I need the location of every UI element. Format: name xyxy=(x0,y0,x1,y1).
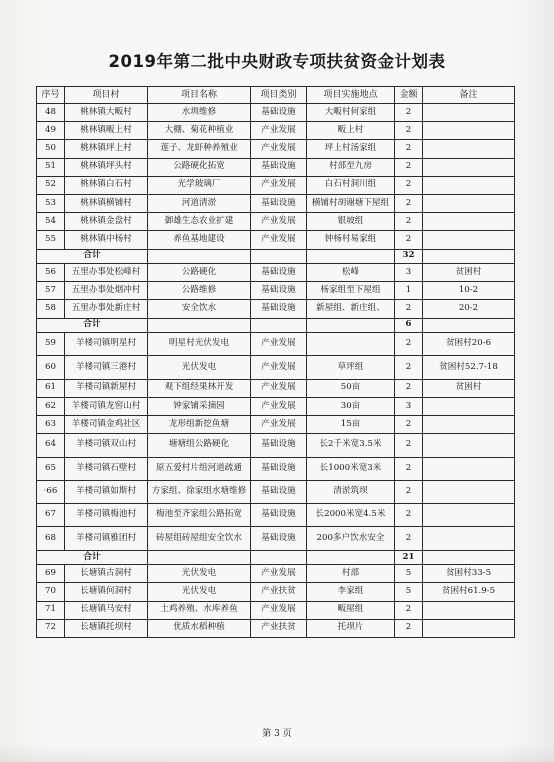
subtotal-row xyxy=(37,318,515,333)
cell-index: 63 xyxy=(37,416,65,434)
funding-plan-table xyxy=(36,86,515,638)
cell-amount: 2 xyxy=(395,231,423,249)
cell-project-name: 明星村光伏发电 xyxy=(148,333,251,356)
cell-village: 桃林镇坪上村 xyxy=(65,140,148,158)
cell-village: 长塘镇古洞村 xyxy=(65,565,148,583)
cell-amount: 5 xyxy=(395,583,423,601)
cell-project-name: 光学玻璃厂 xyxy=(148,176,251,194)
cell-village: 桃林镇横铺村 xyxy=(65,194,148,212)
empty-cell xyxy=(148,318,251,333)
cell-project-name: 优质水稻种植 xyxy=(148,619,251,637)
header-project-name: 项目名称 xyxy=(148,87,251,104)
cell-project-name: 土鸡养殖、水库养鱼 xyxy=(148,601,251,619)
cell-category: 产业发展 xyxy=(251,231,307,249)
table-row xyxy=(37,619,515,637)
cell-category: 产业发展 xyxy=(251,356,307,379)
table-row xyxy=(37,583,515,601)
cell-remark: 贫困村 xyxy=(423,264,515,282)
cell-amount: 2 xyxy=(395,122,423,140)
table-row xyxy=(37,379,515,397)
cell-index: 67 xyxy=(37,504,65,527)
cell-amount: 2 xyxy=(395,480,423,503)
cell-amount: 1 xyxy=(395,282,423,300)
cell-location: 长2000米宽4.5米 xyxy=(307,504,395,527)
cell-amount: 5 xyxy=(395,565,423,583)
cell-index: 72 xyxy=(37,619,65,637)
cell-village: 长塘镇何洞村 xyxy=(65,583,148,601)
table-header-row xyxy=(37,87,515,104)
cell-amount: 2 xyxy=(395,140,423,158)
cell-location: 200多户饮水安全 xyxy=(307,527,395,550)
cell-location: 坪上村汤家组 xyxy=(307,140,395,158)
cell-index: 69 xyxy=(37,565,65,583)
cell-amount: 2 xyxy=(395,176,423,194)
cell-project-name: 塘塘组公路硬化 xyxy=(148,434,251,457)
cell-remark: 贫困村 xyxy=(423,379,515,397)
cell-index: 60 xyxy=(37,356,65,379)
cell-amount: 2 xyxy=(395,434,423,457)
cell-village: 羊楼司镇明星村 xyxy=(65,333,148,356)
table-row xyxy=(37,480,515,503)
table-row xyxy=(37,416,515,434)
cell-remark xyxy=(423,527,515,550)
cell-index: 65 xyxy=(37,457,65,480)
cell-index: 51 xyxy=(37,158,65,176)
table-row xyxy=(37,264,515,282)
cell-category: 基础设施 xyxy=(251,434,307,457)
subtotal-row xyxy=(37,550,515,565)
cell-project-name: 钟家铺采摘园 xyxy=(148,397,251,415)
cell-category: 产业发展 xyxy=(251,397,307,415)
cell-category: 基础设施 xyxy=(251,480,307,503)
document-title: 2019年第二批中央财政专项扶贫资金计划表 xyxy=(108,52,446,71)
cell-village: 桃林镇畈上村 xyxy=(65,122,148,140)
cell-amount: 2 xyxy=(395,416,423,434)
cell-village: 长塘镇马安村 xyxy=(65,601,148,619)
cell-location: 白石村洞川组 xyxy=(307,176,395,194)
cell-category: 基础设施 xyxy=(251,158,307,176)
cell-category: 产业扶贫 xyxy=(251,619,307,637)
cell-remark xyxy=(423,158,515,176)
header-location: 项目实施地点 xyxy=(307,87,395,104)
cell-amount: 2 xyxy=(395,158,423,176)
cell-project-name: 河道清淤 xyxy=(148,194,251,212)
cell-location: 村部 xyxy=(307,565,395,583)
cell-remark xyxy=(423,194,515,212)
cell-remark xyxy=(423,397,515,415)
cell-category: 基础设施 xyxy=(251,282,307,300)
cell-remark xyxy=(423,434,515,457)
cell-category: 基础设施 xyxy=(251,527,307,550)
cell-location: 新屋组、新庄组、 xyxy=(307,300,395,318)
cell-category: 产业扶贫 xyxy=(251,583,307,601)
cell-index: 71 xyxy=(37,601,65,619)
cell-project-name: 方家组、徐家组水塘维修 xyxy=(148,480,251,503)
subtotal-amount: 21 xyxy=(395,550,423,565)
cell-category: 产业发展 xyxy=(251,565,307,583)
subtotal-label: 合计 xyxy=(37,318,148,333)
cell-remark: 20-2 xyxy=(423,300,515,318)
table-row xyxy=(37,176,515,194)
cell-project-name: 大棚、菊花种植业 xyxy=(148,122,251,140)
cell-index: 61 xyxy=(37,379,65,397)
cell-remark: 贫困村33-5 xyxy=(423,565,515,583)
table-row xyxy=(37,104,515,122)
cell-index: 49 xyxy=(37,122,65,140)
subtotal-label: 合计 xyxy=(37,550,148,565)
cell-amount: 2 xyxy=(395,619,423,637)
cell-amount: 2 xyxy=(395,601,423,619)
table-row xyxy=(37,231,515,249)
empty-cell xyxy=(423,550,515,565)
cell-location: 银坡组 xyxy=(307,213,395,231)
cell-amount: 2 xyxy=(395,333,423,356)
table-row xyxy=(37,333,515,356)
cell-amount: 2 xyxy=(395,213,423,231)
cell-location: 长2千米宽3.5米 xyxy=(307,434,395,457)
cell-village: 五里办事处松峰村 xyxy=(65,264,148,282)
cell-category: 产业发展 xyxy=(251,176,307,194)
header-index: 序号 xyxy=(37,87,65,104)
cell-project-name: 养鱼基地建设 xyxy=(148,231,251,249)
cell-category: 基础设施 xyxy=(251,457,307,480)
cell-location: 草坪组 xyxy=(307,356,395,379)
cell-project-name: 光伏发电 xyxy=(148,565,251,583)
cell-index: 54 xyxy=(37,213,65,231)
cell-project-name: 观下组经果林开发 xyxy=(148,379,251,397)
cell-category: 产业发展 xyxy=(251,140,307,158)
empty-cell xyxy=(148,249,251,264)
empty-cell xyxy=(251,249,307,264)
cell-project-name: 安全饮水 xyxy=(148,300,251,318)
cell-village: 五里办事处烟冲村 xyxy=(65,282,148,300)
header-village: 项目村 xyxy=(65,87,148,104)
empty-cell xyxy=(307,249,395,264)
cell-location: 松峰 xyxy=(307,264,395,282)
cell-village: 桃林镇金盘村 xyxy=(65,213,148,231)
cell-remark: 10-2 xyxy=(423,282,515,300)
subtotal-amount: 6 xyxy=(395,318,423,333)
cell-category: 基础设施 xyxy=(251,300,307,318)
cell-village: 羊楼司镇金鸡社区 xyxy=(65,416,148,434)
cell-remark xyxy=(423,104,515,122)
cell-remark xyxy=(423,176,515,194)
table-row xyxy=(37,300,515,318)
cell-remark xyxy=(423,122,515,140)
cell-index: 59 xyxy=(37,333,65,356)
cell-amount: 2 xyxy=(395,527,423,550)
cell-village: 五里办事处新庄村 xyxy=(65,300,148,318)
cell-category: 产业发展 xyxy=(251,601,307,619)
cell-remark xyxy=(423,416,515,434)
cell-location: 15亩 xyxy=(307,416,395,434)
cell-project-name: 御雄生态农业扩建 xyxy=(148,213,251,231)
subtotal-label: 合计 xyxy=(37,249,148,264)
cell-project-name: 砖屋组砖屋组安全饮水 xyxy=(148,527,251,550)
cell-amount: 2 xyxy=(395,300,423,318)
cell-project-name: 公路维修 xyxy=(148,282,251,300)
cell-index: 48 xyxy=(37,104,65,122)
cell-project-name: 公路硬化 xyxy=(148,264,251,282)
cell-village: 羊楼司镇龙窖山村 xyxy=(65,397,148,415)
cell-location: 村部至九房 xyxy=(307,158,395,176)
cell-index: 58 xyxy=(37,300,65,318)
table-row xyxy=(37,194,515,212)
cell-category: 基础设施 xyxy=(251,194,307,212)
cell-remark: 贫困村52.7-18 xyxy=(423,356,515,379)
cell-category: 产业发展 xyxy=(251,333,307,356)
cell-remark xyxy=(423,140,515,158)
table-row xyxy=(37,527,515,550)
cell-village: 桃林镇白石村 xyxy=(65,176,148,194)
cell-index: 52 xyxy=(37,176,65,194)
cell-remark xyxy=(423,601,515,619)
empty-cell xyxy=(423,249,515,264)
cell-index: 55 xyxy=(37,231,65,249)
empty-cell xyxy=(307,550,395,565)
cell-remark xyxy=(423,480,515,503)
cell-project-name: 光伏发电 xyxy=(148,356,251,379)
cell-remark xyxy=(423,213,515,231)
cell-location: 钟杨村易家组 xyxy=(307,231,395,249)
cell-location: 李家组 xyxy=(307,583,395,601)
cell-index: 64 xyxy=(37,434,65,457)
cell-location: 长1000米宽3米 xyxy=(307,457,395,480)
cell-amount: 2 xyxy=(395,379,423,397)
cell-village: 桃林镇大畈村 xyxy=(65,104,148,122)
table-row xyxy=(37,356,515,379)
cell-village: 羊楼司镇三港村 xyxy=(65,356,148,379)
cell-category: 产业发展 xyxy=(251,416,307,434)
empty-cell xyxy=(423,318,515,333)
cell-index: 57 xyxy=(37,282,65,300)
header-amount: 金额 xyxy=(395,87,423,104)
cell-index: ·66 xyxy=(37,480,65,503)
cell-amount: 2 xyxy=(395,194,423,212)
header-category: 项目类别 xyxy=(251,87,307,104)
cell-index: 53 xyxy=(37,194,65,212)
cell-village: 羊楼司镇雅团村 xyxy=(65,527,148,550)
cell-remark xyxy=(423,231,515,249)
cell-village: 羊楼司镇石壁村 xyxy=(65,457,148,480)
cell-remark xyxy=(423,619,515,637)
empty-cell xyxy=(307,318,395,333)
cell-project-name: 莲子、龙虾种养殖业 xyxy=(148,140,251,158)
cell-amount: 2 xyxy=(395,457,423,480)
table-row xyxy=(37,140,515,158)
cell-amount: 2 xyxy=(395,504,423,527)
table-row xyxy=(37,158,515,176)
cell-category: 产业发展 xyxy=(251,122,307,140)
cell-index: 70 xyxy=(37,583,65,601)
cell-category: 产业发展 xyxy=(251,379,307,397)
cell-remark xyxy=(423,457,515,480)
page-number: 第 3 页 xyxy=(262,729,292,739)
cell-remark xyxy=(423,504,515,527)
cell-category: 基础设施 xyxy=(251,104,307,122)
cell-village: 桃林镇坪头村 xyxy=(65,158,148,176)
table-row xyxy=(37,282,515,300)
header-remark: 备注 xyxy=(423,87,515,104)
table-row xyxy=(37,434,515,457)
empty-cell xyxy=(251,318,307,333)
cell-project-name: 龙形组新挖鱼塘 xyxy=(148,416,251,434)
cell-project-name: 梅池至齐家组公路拓宽 xyxy=(148,504,251,527)
cell-index: 62 xyxy=(37,397,65,415)
cell-location: 横铺村胡谢塘下屋组 xyxy=(307,194,395,212)
subtotal-row xyxy=(37,249,515,264)
cell-index: 56 xyxy=(37,264,65,282)
cell-village: 羊楼司镇梅池村 xyxy=(65,504,148,527)
cell-index: 68 xyxy=(37,527,65,550)
cell-location: 畈屋组 xyxy=(307,601,395,619)
cell-project-name: 原五爱村片组河道疏通 xyxy=(148,457,251,480)
table-row xyxy=(37,122,515,140)
table-row xyxy=(37,565,515,583)
cell-village: 长塘镇托坝村 xyxy=(65,619,148,637)
empty-cell xyxy=(251,550,307,565)
cell-location: 清淤筑坝 xyxy=(307,480,395,503)
cell-location xyxy=(307,333,395,356)
cell-location: 杨家组至下屋组 xyxy=(307,282,395,300)
cell-amount: 2 xyxy=(395,104,423,122)
cell-village: 羊楼司镇新屋村 xyxy=(65,379,148,397)
cell-amount: 2 xyxy=(395,356,423,379)
cell-location: 畈上村 xyxy=(307,122,395,140)
cell-village: 桃林镇中杨村 xyxy=(65,231,148,249)
cell-location: 30亩 xyxy=(307,397,395,415)
subtotal-amount: 32 xyxy=(395,249,423,264)
cell-location: 50亩 xyxy=(307,379,395,397)
cell-category: 基础设施 xyxy=(251,504,307,527)
cell-village: 羊楼司镇如斯村 xyxy=(65,480,148,503)
table-row xyxy=(37,601,515,619)
cell-project-name: 公路硬化拓宽 xyxy=(148,158,251,176)
table-row xyxy=(37,397,515,415)
cell-remark: 贫困村61.9-5 xyxy=(423,583,515,601)
cell-amount: 3 xyxy=(395,397,423,415)
cell-location: 托坝片 xyxy=(307,619,395,637)
cell-village: 羊楼司镇双山村 xyxy=(65,434,148,457)
cell-category: 基础设施 xyxy=(251,264,307,282)
cell-index: 50 xyxy=(37,140,65,158)
table-row xyxy=(37,504,515,527)
table-row xyxy=(37,457,515,480)
cell-project-name: 水圳维修 xyxy=(148,104,251,122)
table-row xyxy=(37,213,515,231)
cell-project-name: 光伏发电 xyxy=(148,583,251,601)
cell-location: 大畈村何家组 xyxy=(307,104,395,122)
cell-amount: 3 xyxy=(395,264,423,282)
cell-category: 产业发展 xyxy=(251,213,307,231)
cell-remark: 贫困村20-6 xyxy=(423,333,515,356)
empty-cell xyxy=(148,550,251,565)
page-edge-shadow xyxy=(0,744,554,762)
